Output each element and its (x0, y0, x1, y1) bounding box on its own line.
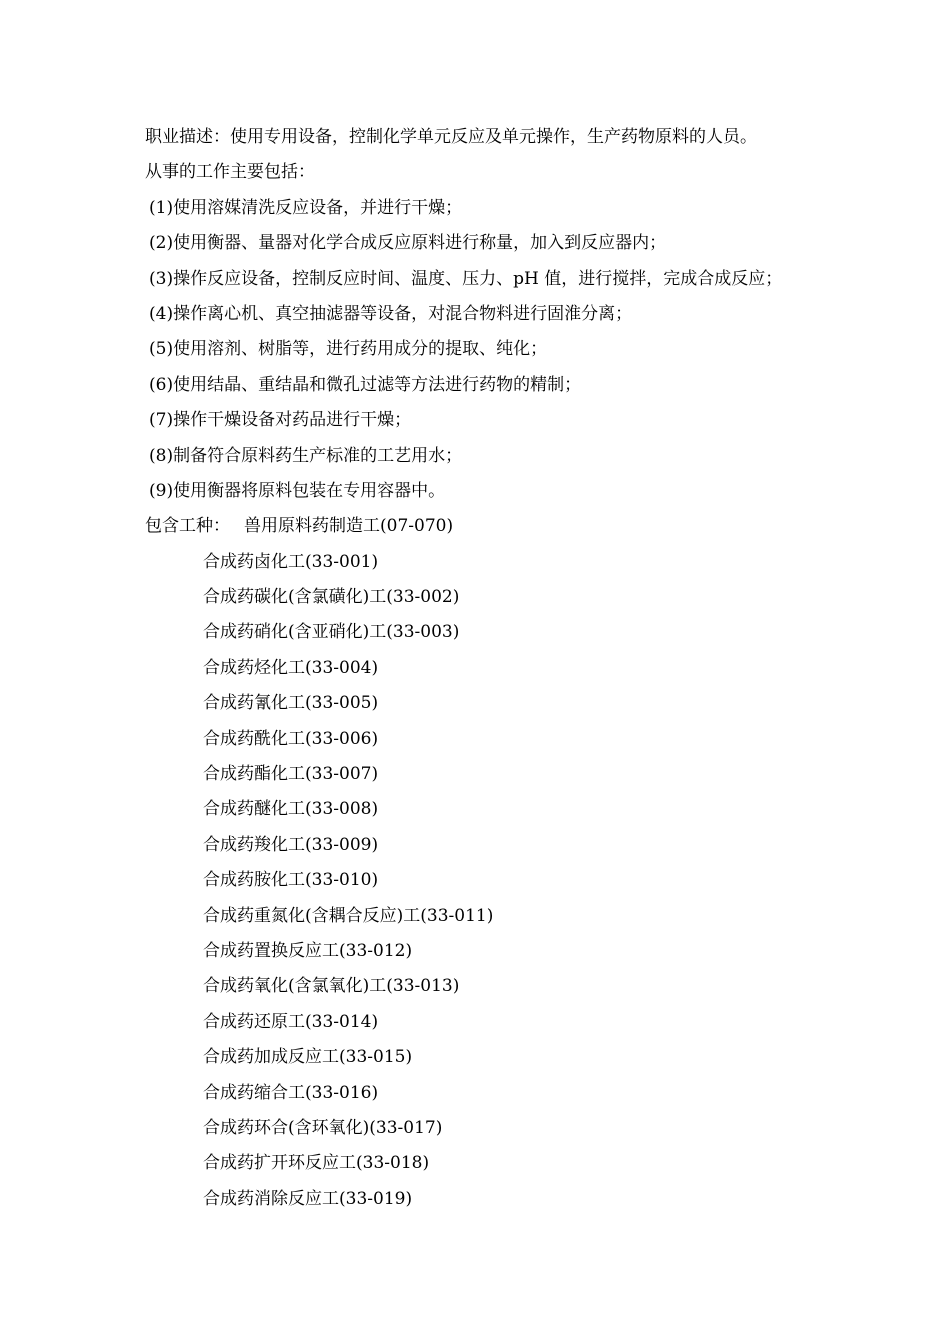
duty-item: (2)使用衡器、量器对化学合成反应原料进行称量，加入到反应器内； (149, 233, 667, 254)
job-type-item: 合成药还原工(33-014) (203, 1011, 379, 1032)
duty-item: (3)操作反应设备，控制反应时间、温度、压力、pH 值，进行搅拌，完成合成反应； (149, 268, 783, 289)
duties-heading: 从事的工作主要包括： (145, 162, 315, 183)
duty-item: (1)使用溶媒清洗反应设备，并进行干燥； (149, 197, 463, 218)
job-type-item: 合成药消除反应工(33-019) (203, 1188, 413, 1209)
job-type-item: 合成药氧化(含氯氧化)工(33-013) (203, 976, 460, 997)
duty-item: (5)使用溶剂、树脂等，进行药用成分的提取、纯化； (149, 339, 548, 360)
job-type-item: 合成药重氮化(含耦合反应)工(33-011) (203, 905, 494, 926)
duties-list (145, 193, 845, 512)
duty-item: (4)操作离心机、真空抽滤器等设备，对混合物料进行固淮分离； (149, 303, 633, 324)
duty-item: (8)制备符合原料药生产标准的工艺用水； (149, 445, 463, 466)
job-type-item: 合成药酰化工(33-006) (203, 728, 379, 749)
job-type-item: 合成药卤化工(33-001) (203, 551, 379, 572)
job-type-item: 合成药烃化工(33-004) (203, 657, 379, 678)
job-type-item: 合成药碳化(含氯磺化)工(33-002) (203, 587, 460, 608)
job-type-item: 合成药羧化工(33-009) (203, 834, 379, 855)
job-types-list (145, 547, 845, 1219)
job-type-item: 兽用原料药制造工(07-070) (244, 516, 454, 537)
job-types-row (145, 511, 845, 546)
job-type-item: 合成药置换反应工(33-012) (203, 940, 413, 961)
job-type-item: 合成药硝化(含亚硝化)工(33-003) (203, 622, 460, 643)
job-types-label: 包含工种： (145, 516, 230, 537)
duty-item: (7)操作干燥设备对药品进行干燥； (149, 410, 412, 431)
job-type-item: 合成药醚化工(33-008) (203, 799, 379, 820)
job-type-item: 合成药加成反应工(33-015) (203, 1047, 413, 1068)
job-type-item: 合成药扩开环反应工(33-018) (203, 1153, 430, 1174)
job-type-item: 合成药酯化工(33-007) (203, 764, 379, 785)
job-type-item: 合成药环合(含环氧化)(33-017) (203, 1117, 443, 1138)
job-type-item: 合成药胺化工(33-010) (203, 870, 379, 891)
document-body (145, 122, 845, 1219)
job-type-item: 合成药氰化工(33-005) (203, 693, 379, 714)
job-type-item: 合成药缩合工(33-016) (203, 1082, 379, 1103)
occupation-description: 职业描述：使用专用设备，控制化学单元反应及单元操作，生产药物原料的人员。 (145, 127, 757, 147)
duty-item: (9)使用衡器将原料包装在专用容器中。 (149, 480, 446, 501)
duty-item: (6)使用结晶、重结晶和微孔过滤等方法进行药物的精制； (149, 374, 582, 395)
